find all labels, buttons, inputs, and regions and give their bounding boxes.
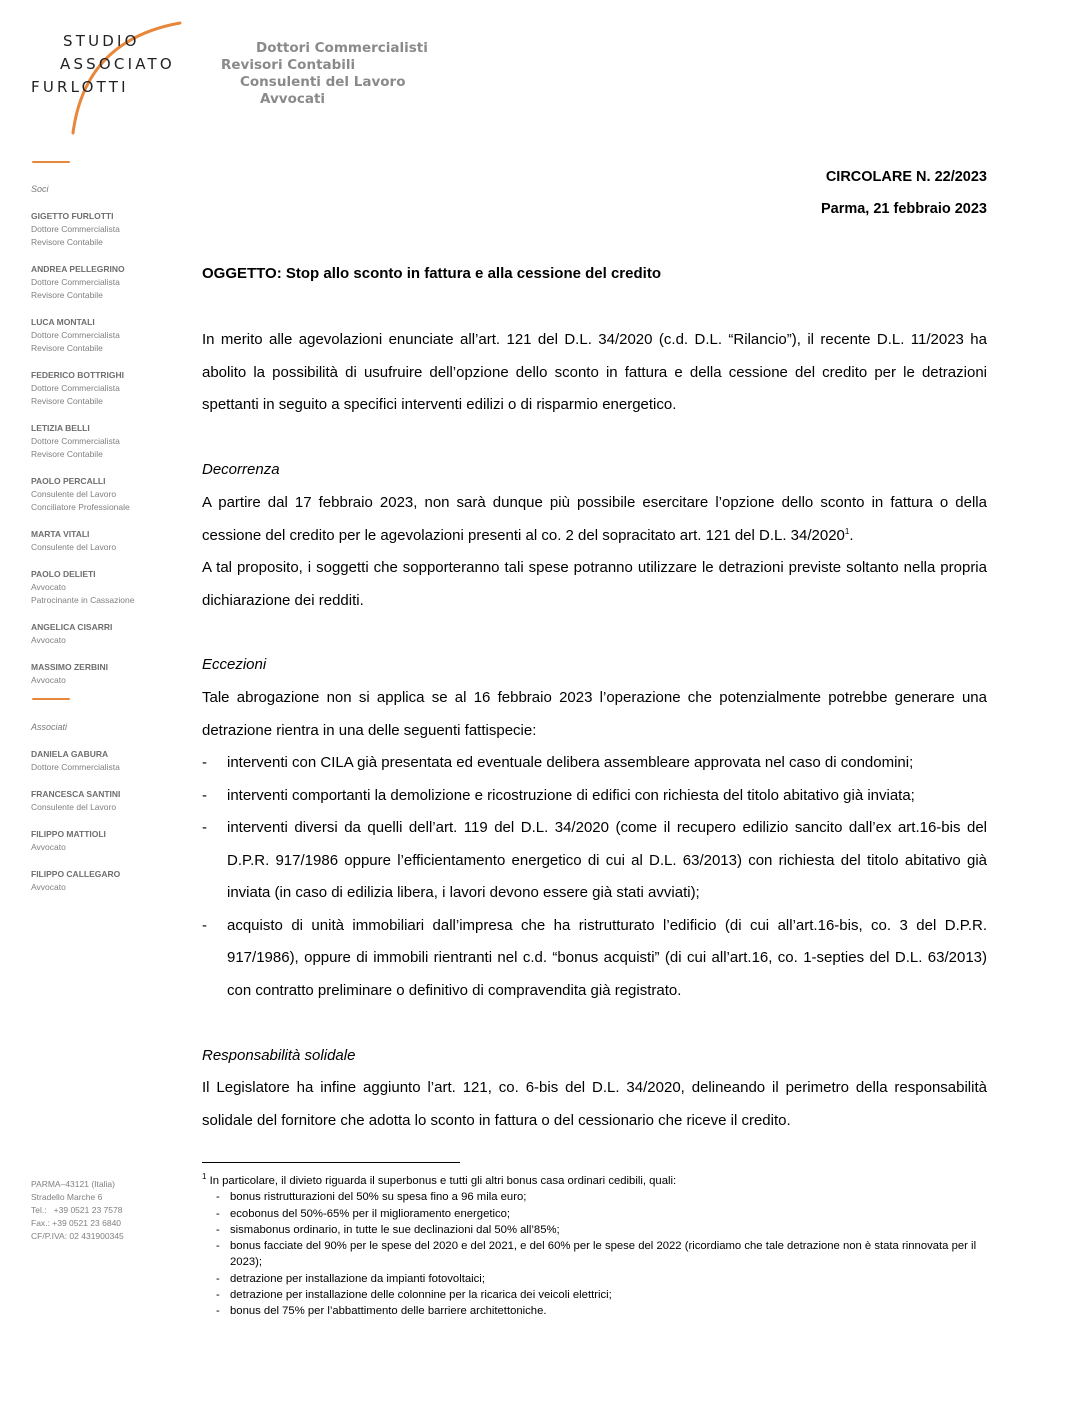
member-role: Dottore Commercialista xyxy=(31,224,120,234)
member-role: Dottore Commercialista xyxy=(31,330,120,340)
bullet-dash: - xyxy=(216,1272,220,1285)
member-role: Avvocato xyxy=(31,582,66,592)
member-name: PAOLO DELIETI xyxy=(31,569,96,579)
bullet-dash: - xyxy=(202,754,207,771)
decorrenza-paragraph-1 xyxy=(202,487,987,552)
footnote-intro-text: In particolare, il divieto riguarda il superbonus e tutti gli altri bonus casa ordinari cedibili, quali: xyxy=(206,1175,677,1187)
list-item xyxy=(202,747,987,780)
footnote-item-text: detrazione per installazione da impianti fotovoltaici; xyxy=(230,1272,485,1285)
list-item-text: interventi comportanti la demolizione e ricostruzione di edifici con richiesta del titolo abitativo già inviata; xyxy=(227,786,915,804)
member-name: PAOLO PERCALLI xyxy=(31,476,106,486)
profession-1: Dottori Commercialisti xyxy=(256,40,428,56)
member-role: Consulente del Lavoro xyxy=(31,802,117,812)
bullet-dash: - xyxy=(216,1289,220,1302)
member-name: LUCA MONTALI xyxy=(31,317,95,327)
bullet-dash: - xyxy=(216,1223,220,1236)
bullet-dash: - xyxy=(202,916,207,934)
list-item-text: interventi diversi da quelli dell’art. 119 del D.L. 34/2020 (come il recupero edilizio sancito dall’ex art.16-bis del D.P.R. 917/1986 oppure l’efficientamento energetico di cui al D.L. 63/2013) con richiesta del titolo abitativo già inviata (in caso di edilizia libera, i lavori devono essere già stati avviati); xyxy=(227,819,987,901)
member-role: Avvocato xyxy=(31,675,66,685)
associati-label: Associati xyxy=(31,722,68,732)
section-title-responsabilita: Responsabilità solidale xyxy=(202,1047,356,1064)
section-title-decorrenza: Decorrenza xyxy=(202,461,280,478)
address-line: Tel.: +39 0521 23 7578 xyxy=(31,1205,123,1215)
member-entry xyxy=(31,422,191,461)
member-entry xyxy=(31,621,191,647)
member-role: Consulente del Lavoro xyxy=(31,542,117,552)
profession-3: Consulenti del Lavoro xyxy=(240,74,406,90)
footnote-item-text: bonus facciate del 90% per le spese del 2020 e del 2021, e del 60% per le spese del 2022 (ricordiamo che tale detrazione non è stata rinnovata per il 2023); xyxy=(230,1240,977,1269)
subject-line: OGGETTO: Stop allo sconto in fattura e alla cessione del credito xyxy=(202,265,661,282)
member-role: Dottore Commercialista xyxy=(31,277,120,287)
member-role: Revisore Contabile xyxy=(31,290,103,300)
member-name: DANIELA GABURA xyxy=(31,749,109,759)
footnote-item xyxy=(202,1206,987,1222)
member-role: Avvocato xyxy=(31,882,66,892)
responsabilita-paragraph: Il Legislatore ha infine aggiunto l’art. 121, co. 6-bis del D.L. 34/2020, delineando il perimetro della responsabilità solidale del fornitore che adotta lo sconto in fattura o del cessionario che riceve il credito. xyxy=(202,1079,987,1129)
footnote-item-text: ecobonus del 50%-65% per il miglioramento energetico; xyxy=(230,1207,511,1220)
address-line: Fax.: +39 0521 23 6840 xyxy=(31,1218,122,1228)
footnote-item-text: bonus ristrutturazioni del 50% su spesa fino a 96 mila euro; xyxy=(230,1191,527,1204)
member-role: Revisore Contabile xyxy=(31,449,103,459)
profession-2: Revisori Contabili xyxy=(221,57,356,73)
footnote xyxy=(202,1173,987,1320)
member-name: FRANCESCA SANTINI xyxy=(31,789,121,799)
eccezioni-intro: Tale abrogazione non si applica se al 16 febbraio 2023 l’operazione che potenzialmente potrebbe generare una detrazione rientra in una delle seguenti fattispecie: xyxy=(202,689,987,739)
member-name: MASSIMO ZERBINI xyxy=(31,662,108,672)
eccezioni-list xyxy=(202,747,987,1007)
section-title-eccezioni: Eccezioni xyxy=(202,656,267,673)
footnote-item xyxy=(202,1271,987,1287)
member-role: Patrocinante in Cassazione xyxy=(31,595,135,605)
associati-list xyxy=(31,748,191,894)
footnote-item xyxy=(202,1189,987,1205)
member-name: GIGETTO FURLOTTI xyxy=(31,211,114,221)
studio-logo xyxy=(25,15,190,180)
member-role: Dottore Commercialista xyxy=(31,436,120,446)
member-role: Avvocato xyxy=(31,635,66,645)
footnote-item xyxy=(202,1238,987,1271)
decorrenza-paragraph-2: A tal proposito, i soggetti che sopporteranno tali spese potranno utilizzare le detrazioni previste soltanto nella propria dichiarazione dei redditi. xyxy=(202,559,987,609)
footnote-item xyxy=(202,1287,987,1303)
member-role: Conciliatore Professionale xyxy=(31,502,130,512)
sidebar-associati xyxy=(31,722,191,908)
member-role: Avvocato xyxy=(31,842,66,852)
footnote-list xyxy=(202,1189,987,1319)
member-entry xyxy=(31,210,191,249)
footnote-item xyxy=(202,1303,987,1319)
member-role: Dottore Commercialista xyxy=(31,383,120,393)
member-entry xyxy=(31,263,191,302)
footnote-item-text: detrazione per installazione delle colonnine per la ricarica dei veicoli elettrici; xyxy=(230,1289,612,1302)
profession-4: Avvocati xyxy=(260,91,326,107)
member-entry xyxy=(31,788,191,814)
address-line: PARMA–43121 (Italia) xyxy=(31,1179,115,1189)
member-name: ANGELICA CISARRI xyxy=(31,622,113,632)
member-role: Revisore Contabile xyxy=(31,237,103,247)
circolare-number: CIRCOLARE N. 22/2023 xyxy=(825,169,987,185)
orange-divider xyxy=(32,161,70,163)
member-role: Revisore Contabile xyxy=(31,396,103,406)
bullet-dash: - xyxy=(216,1305,220,1318)
footnote-item-text: sismabonus ordinario, in tutte le sue declinazioni dal 50% all’85%; xyxy=(230,1223,560,1236)
member-name: MARTA VITALI xyxy=(31,529,90,539)
list-item-text: acquisto di unità immobiliari dall’impresa che ha ristrutturato l’edificio (di cui all’art.16-bis, co. 3 del D.P.R. 917/1986), oppure di immobili rientranti nel c.d. “bonus acquisti” (di cui all’art.16, co. 1-septies del D.L. 63/2013) con contratto preliminare o definitivo di compravendita già registrato. xyxy=(227,916,987,999)
member-entry xyxy=(31,528,191,554)
member-name: ANDREA PELLEGRINO xyxy=(31,264,125,274)
sidebar-soci xyxy=(31,184,191,701)
member-entry xyxy=(31,475,191,514)
member-name: LETIZIA BELLI xyxy=(31,423,90,433)
intro-paragraph: In merito alle agevolazioni enunciate all’art. 121 del D.L. 34/2020 (c.d. D.L. “Rilancio”), il recente D.L. 11/2023 ha abolito la possibilità di usufruire dell’opzione dello sconto in fattura e della cessione del credito per le detrazioni spettanti in seguito a specifici interventi edilizi o di risparmio energetico. xyxy=(202,331,987,413)
footnote-ref[interactable]: 1 xyxy=(844,526,850,536)
bullet-dash: - xyxy=(202,819,207,836)
member-entry xyxy=(31,369,191,408)
list-item-text: interventi con CILA già presentata ed eventuale delibera assembleare approvata nel caso di condomini; xyxy=(227,754,914,771)
decorrenza-text-end: . xyxy=(849,526,854,544)
member-name: FEDERICO BOTTRIGHI xyxy=(31,370,125,380)
footnote-item xyxy=(202,1222,987,1238)
bullet-dash: - xyxy=(216,1207,220,1220)
footnote-intro xyxy=(202,1173,987,1189)
logo-line-2: ASSOCIATO xyxy=(60,55,175,73)
member-name: FILIPPO MATTIOLI xyxy=(31,829,106,839)
soci-list xyxy=(31,210,191,687)
list-item xyxy=(202,910,987,1008)
address-line: Stradello Marche 6 xyxy=(31,1192,103,1202)
member-entry xyxy=(31,828,191,854)
logo-line-3: FURLOTTI xyxy=(31,78,129,96)
bullet-dash: - xyxy=(216,1191,220,1204)
member-entry xyxy=(31,661,191,687)
address-line: CF/P.IVA: 02 431900345 xyxy=(31,1231,124,1241)
document-date: Parma, 21 febbraio 2023 xyxy=(820,201,987,217)
member-role: Consulente del Lavoro xyxy=(31,489,117,499)
member-role: Dottore Commercialista xyxy=(31,762,120,772)
address-block xyxy=(31,1178,124,1243)
member-entry xyxy=(31,568,191,607)
member-entry xyxy=(31,316,191,355)
member-entry xyxy=(31,748,191,774)
list-item xyxy=(202,812,987,910)
footnote-item-text: bonus del 75% per l’abbattimento delle barriere architettoniche. xyxy=(230,1305,547,1318)
member-role: Revisore Contabile xyxy=(31,343,103,353)
soci-label: Soci xyxy=(31,184,49,194)
bullet-dash: - xyxy=(202,786,207,804)
footnote-marker: 1 xyxy=(202,1172,207,1182)
bullet-dash: - xyxy=(216,1240,220,1253)
list-item xyxy=(202,780,987,813)
footnote-separator xyxy=(202,1162,460,1163)
member-name: FILIPPO CALLEGARO xyxy=(31,869,121,879)
decorrenza-text: A partire dal 17 febbraio 2023, non sarà dunque più possibile esercitare l’opzione dello sconto in fattura o della cessione del credito per le agevolazioni presenti al co. 2 del sopracitato art. 121 del D.L. 34/2020 xyxy=(202,494,987,544)
member-entry xyxy=(31,868,191,894)
logo-line-1: STUDIO xyxy=(63,32,140,50)
